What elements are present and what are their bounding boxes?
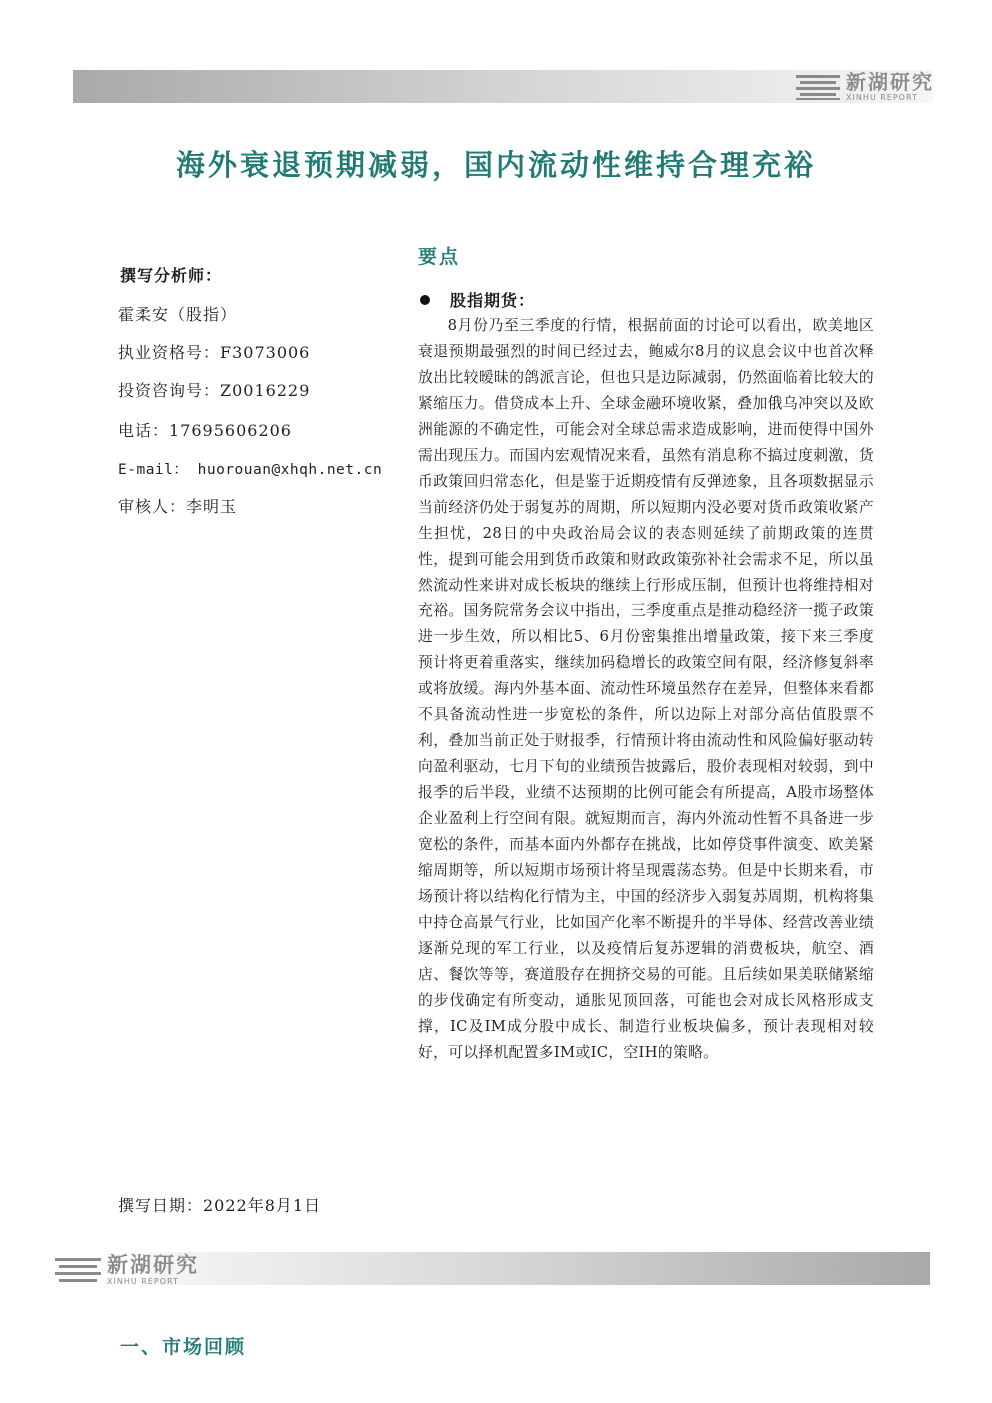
footer-bar (150, 1252, 930, 1285)
bullet-row (418, 288, 535, 311)
analyst-consult-number: 投资咨询号：Z0016229 (118, 381, 311, 400)
xinhu-logo-icon (55, 1256, 101, 1286)
xinhu-logo-icon (796, 73, 840, 101)
bullet-label: 股指期货： (450, 291, 536, 310)
analyst-phone: 电话：17695606206 (118, 421, 292, 440)
keypoints-body: 8月份乃至三季度的行情，根据前面的讨论可以看出，欧美地区衰退预期最强烈的时间已经过去，鲍威尔8月的议息会议中也首次释放出比较暧昧的鸽派言论，但也只是边际减弱，仍然面临着比较大的紧缩压力。借贷成本上升、全球金融环境收紧，叠加俄乌冲突以及欧洲能源的不确定性，可能会对全球总需求造成影响，进而使得中国外需出现压力。而国内宏观情况来看，虽然有消息称不搞过度刺激，货币政策回归常态化，但是鉴于近期疫情有反弹迹象，且各项数据显示当前经济仍处于弱复苏的周期，所以短期内没必要对货币政策收紧产生担忧，28日的中央政治局会议的表态则延续了前期政策的连贯性，提到可能会用到货币政策和财政政策弥补社会需求不足，所以虽然流动性来讲对成长板块的继续上行形成压制，但预计也将维持相对充裕。国务院常务会议中指出，三季度重点是推动稳经济一揽子政策进一步生效，所以相比5、6月份密集推出增量政策，接下来三季度预计将更着重落实，继续加码稳增长的政策空间有限，经济修复斜率或将放缓。海内外基本面、流动性环境虽然存在差异，但整体来看都不具备流动性进一步宽松的条件，所以边际上对部分高估值股票不利，叠加当前正处于财报季，行情预计将由流动性和风险偏好驱动转向盈利驱动，七月下旬的业绩预告披露后，股价表现相对较弱，到中报季的后半段，业绩不达预期的比例可能会有所提高，A股市场整体企业盈利上行空间有限。就短期而言，海内外流动性暂不具备进一步宽松的条件，而基本面内外都存在挑战，比如停贷事件演变、欧美紧缩周期等，所以短期市场预计将呈现震荡态势。但是中长期来看，市场预计将以结构化行情为主，中国的经济步入弱复苏周期，机构将集中持仓高景气行业，比如国产化率不断提升的半导体、经营改善业绩逐渐兑现的军工行业，以及疫情后复苏逻辑的消费板块，航空、酒店、餐饮等等，赛道股存在拥挤交易的可能。且后续如果美联储紧缩的步伐确定有所变动，通胀见顶回落，可能也会对成长风格形成支撑，IC及IM成分股中成长、制造行业板块偏多，预计表现相对较好，可以择机配置多IM或IC，空IH的策略。 (418, 317, 874, 1061)
section-heading: 一、市场回顾 (120, 1336, 247, 1358)
analyst-license: 执业资格号：F3073006 (118, 343, 311, 362)
logo-cn-text: 新湖研究 (846, 70, 934, 94)
analyst-name: 霍柔安（股指） (118, 305, 238, 324)
analyst-label: 撰写分析师： (120, 266, 223, 285)
logo-en-text: XINHU REPORT (107, 1277, 179, 1286)
reviewer: 审核人：李明玉 (118, 497, 238, 516)
header-logo (796, 72, 934, 102)
report-title: 海外衰退预期减弱，国内流动性维持合理充裕 (175, 148, 816, 182)
analyst-email: E-mail： huorouan@xhqh.net.cn (118, 462, 383, 478)
bullet-dot-icon (420, 295, 430, 305)
report-date: 撰写日期：2022年8月1日 (118, 1196, 322, 1215)
logo-en-text: XINHU REPORT (846, 93, 918, 102)
logo-cn-text: 新湖研究 (107, 1253, 199, 1277)
footer-logo (55, 1255, 199, 1286)
keypoints-heading: 要点 (418, 246, 461, 268)
